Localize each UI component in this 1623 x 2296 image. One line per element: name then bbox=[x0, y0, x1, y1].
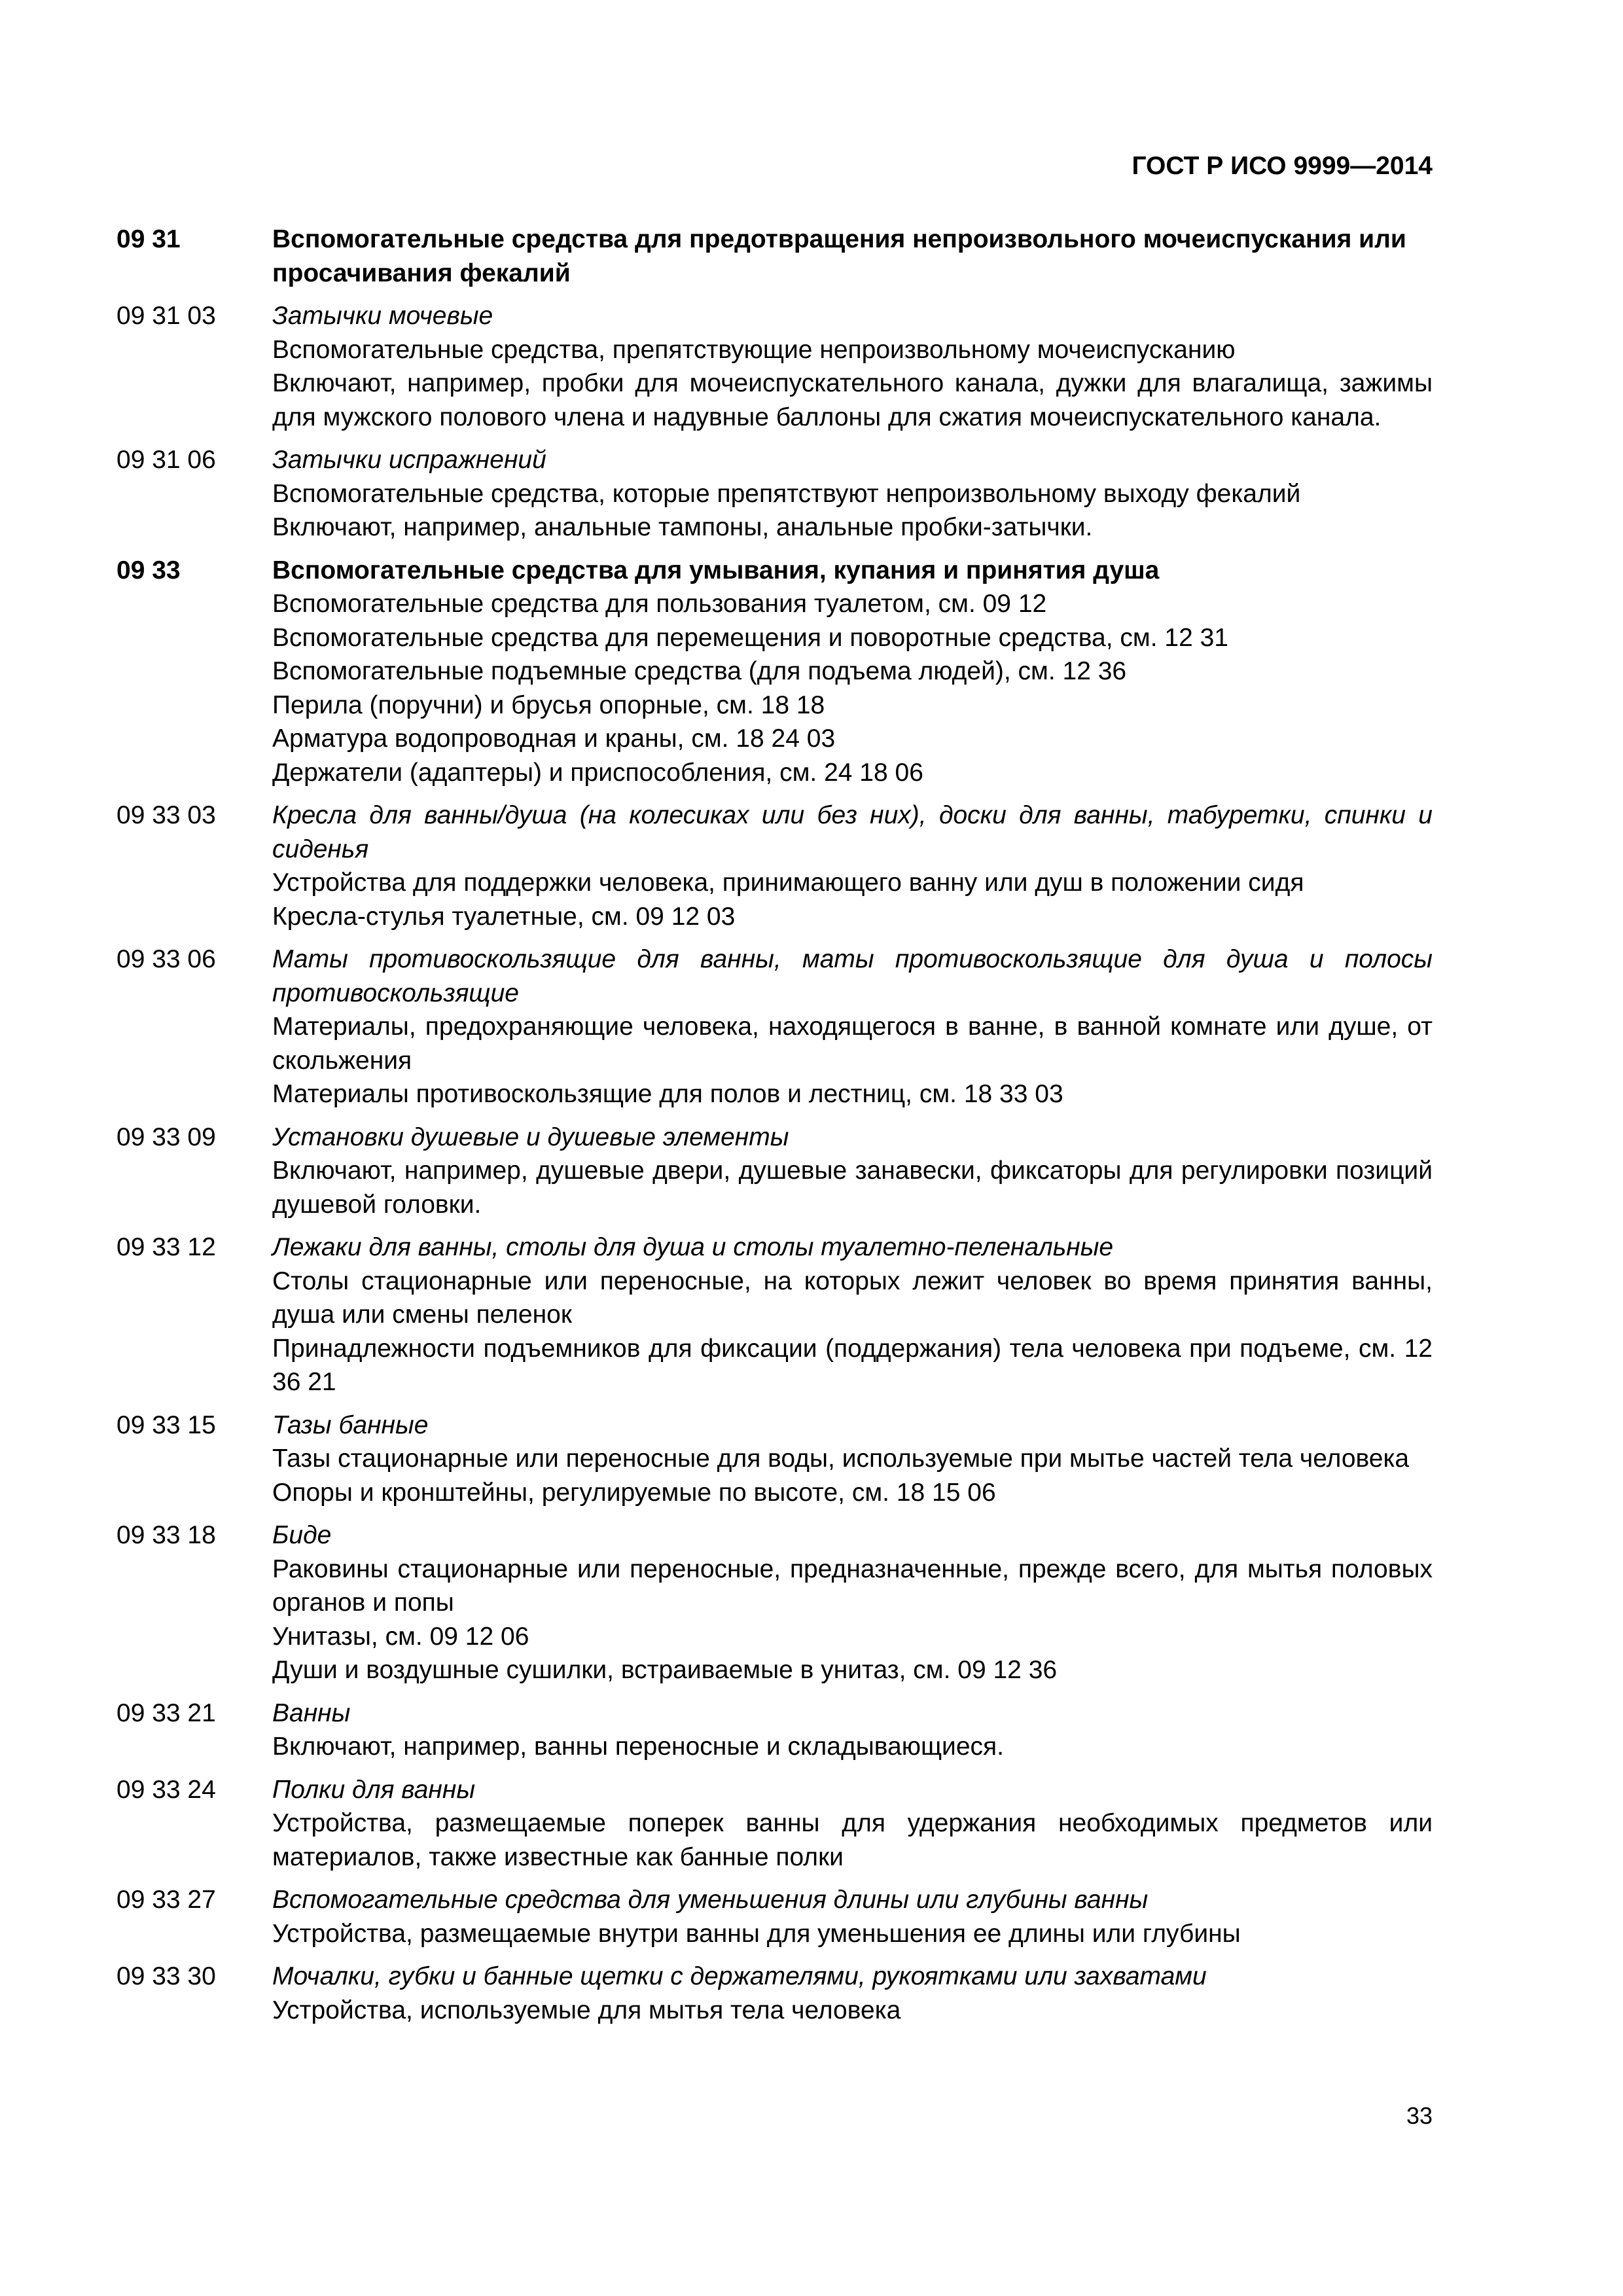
entry-09-33-27 bbox=[116, 1883, 1433, 1950]
page-number: 33 bbox=[1406, 2102, 1433, 2129]
entry-09-33-15 bbox=[116, 1408, 1433, 1510]
classification-list bbox=[116, 223, 1433, 2036]
entry-title: Вспомогательные средства для умывания, купания и принятия душа bbox=[272, 556, 1160, 584]
entry-09-33-24 bbox=[116, 1773, 1433, 1874]
entry-body bbox=[272, 299, 1433, 434]
entry-09-31 bbox=[116, 223, 1433, 290]
entry-code: 09 31 bbox=[116, 225, 181, 253]
entry-body bbox=[272, 942, 1433, 1111]
entry-text: Включают, например, пробки для мочеиспускательного канала, дужки для влагалища, зажимы для мужского полового члена и надувные баллоны для сжатия мочеиспускательного канала. bbox=[272, 369, 1433, 431]
entry-title: Полки для ванны bbox=[272, 1775, 476, 1804]
entry-code: 09 33 09 bbox=[116, 1122, 216, 1151]
entry-code: 09 33 21 bbox=[116, 1698, 216, 1727]
entry-body bbox=[272, 1230, 1433, 1399]
entry-body bbox=[272, 798, 1433, 933]
entry-code: 09 33 27 bbox=[116, 1886, 216, 1914]
entry-body bbox=[272, 1773, 1433, 1874]
entry-09-33 bbox=[116, 554, 1433, 790]
entry-title: Затычки испражнений bbox=[272, 446, 546, 474]
entry-text: Устройства, размещаемые внутри ванны для уменьшения ее длины или глубины bbox=[272, 1919, 1241, 1948]
entry-text: Кресла-стулья туалетные, см. 09 12 03 bbox=[272, 902, 736, 931]
entry-text: Включают, например, анальные тампоны, анальные пробки-затычки. bbox=[272, 513, 1093, 541]
entry-09-31-03 bbox=[116, 299, 1433, 434]
document-header: ГОСТ Р ИСО 9999—2014 bbox=[1132, 152, 1433, 180]
entry-text: Раковины стационарные или переносные, предназначенные, прежде всего, для мытья половых органов и попы bbox=[272, 1554, 1433, 1617]
entry-title: Биде bbox=[272, 1521, 332, 1549]
entry-text: Принадлежности подъемников для фиксации (поддержания) тела человека при подъеме, см. 12 36 21 bbox=[272, 1334, 1433, 1396]
entry-title: Установки душевые и душевые элементы bbox=[272, 1122, 789, 1151]
entry-title: Тазы банные bbox=[272, 1410, 429, 1439]
entry-text: Столы стационарные или переносные, на которых лежит человек во время принятия ванны, душа или смены пеленок bbox=[272, 1266, 1433, 1329]
entry-code: 09 31 06 bbox=[116, 446, 216, 474]
entry-code: 09 33 06 bbox=[116, 945, 216, 973]
entry-text: Перила (поручни) и брусья опорные, см. 18 18 bbox=[272, 691, 825, 719]
entry-text: Души и воздушные сушилки, встраиваемые в унитаз, см. 09 12 36 bbox=[272, 1656, 1058, 1684]
entry-title: Ванны bbox=[272, 1698, 351, 1727]
entry-09-33-12 bbox=[116, 1230, 1433, 1399]
entry-title: Маты противоскользящие для ванны, маты противоскользящие для душа и полосы противоскользящие bbox=[272, 945, 1433, 1007]
entry-text: Устройства, размещаемые поперек ванны для удержания необходимых предметов или материалов, также известные как банные полки bbox=[272, 1809, 1433, 1871]
entry-text: Вспомогательные средства, препятствующие непроизвольному мочеиспусканию bbox=[272, 335, 1236, 364]
entry-text: Устройства, используемые для мытья тела человека bbox=[272, 1996, 901, 2024]
entry-09-33-09 bbox=[116, 1121, 1433, 1222]
entry-body bbox=[272, 1883, 1433, 1950]
entry-09-33-18 bbox=[116, 1518, 1433, 1687]
entry-code: 09 33 12 bbox=[116, 1233, 216, 1261]
entry-09-33-30 bbox=[116, 1960, 1433, 2027]
entry-text: Вспомогательные средства для перемещения и поворотные средства, см. 12 31 bbox=[272, 623, 1228, 652]
entry-text: Включают, например, ванны переносные и складывающиеся. bbox=[272, 1732, 1004, 1761]
entry-code: 09 33 30 bbox=[116, 1962, 216, 1990]
entry-body bbox=[272, 443, 1433, 545]
entry-text: Унитазы, см. 09 12 06 bbox=[272, 1622, 529, 1651]
entry-09-33-03 bbox=[116, 798, 1433, 933]
entry-09-33-21 bbox=[116, 1696, 1433, 1764]
entry-title: Затычки мочевые bbox=[272, 302, 493, 330]
entry-text: Вспомогательные средства для пользования туалетом, см. 09 12 bbox=[272, 590, 1047, 618]
entry-text: Материалы, предохраняющие человека, находящегося в ванне, в ванной комнате или душе, от скольжения bbox=[272, 1013, 1433, 1075]
entry-code: 09 33 03 bbox=[116, 801, 216, 829]
entry-body bbox=[272, 554, 1433, 790]
entry-code: 09 33 bbox=[116, 556, 181, 584]
entry-09-33-06 bbox=[116, 942, 1433, 1111]
entry-text: Материалы противоскользящие для полов и лестниц, см. 18 33 03 bbox=[272, 1080, 1063, 1108]
entry-code: 09 33 18 bbox=[116, 1521, 216, 1549]
entry-body bbox=[272, 1518, 1433, 1687]
entry-text: Вспомогательные подъемные средства (для подъема людей), см. 12 36 bbox=[272, 657, 1127, 685]
entry-text: Вспомогательные средства, которые препятствуют непроизвольному выходу фекалий bbox=[272, 479, 1301, 508]
entry-text: Держатели (адаптеры) и приспособления, см. 24 18 06 bbox=[272, 758, 923, 787]
entry-title: Кресла для ванны/душа (на колесиках или без них), доски для ванны, табуретки, спинки и сиденья bbox=[272, 801, 1433, 863]
entry-code: 09 31 03 bbox=[116, 302, 216, 330]
entry-body bbox=[272, 1408, 1433, 1510]
entry-title: Мочалки, губки и банные щетки с держателями, рукоятками или захватами bbox=[272, 1962, 1207, 1990]
entry-body bbox=[272, 1696, 1433, 1764]
entry-title: Вспомогательные средства для уменьшения длины или глубины ванны bbox=[272, 1886, 1149, 1914]
entry-09-31-06 bbox=[116, 443, 1433, 545]
entry-body bbox=[272, 1960, 1433, 2027]
entry-text: Тазы стационарные или переносные для воды, используемые при мытье частей тела человека bbox=[272, 1444, 1410, 1473]
entry-text: Опоры и кронштейны, регулируемые по высоте, см. 18 15 06 bbox=[272, 1478, 996, 1507]
entry-text: Арматура водопроводная и краны, см. 18 24 03 bbox=[272, 725, 836, 753]
entry-title: Вспомогательные средства для предотвращения непроизвольного мочеиспускания или просачивания фекалий bbox=[272, 225, 1406, 287]
entry-code: 09 33 24 bbox=[116, 1775, 216, 1804]
entry-body bbox=[272, 223, 1433, 290]
entry-text: Включают, например, душевые двери, душевые занавески, фиксаторы для регулировки позиций душевой головки. bbox=[272, 1157, 1433, 1219]
entry-title: Лежаки для ванны, столы для душа и столы туалетно-пеленальные bbox=[272, 1233, 1114, 1261]
entry-text: Устройства для поддержки человека, принимающего ванну или душ в положении сидя bbox=[272, 869, 1304, 897]
entry-body bbox=[272, 1121, 1433, 1222]
entry-code: 09 33 15 bbox=[116, 1410, 216, 1439]
